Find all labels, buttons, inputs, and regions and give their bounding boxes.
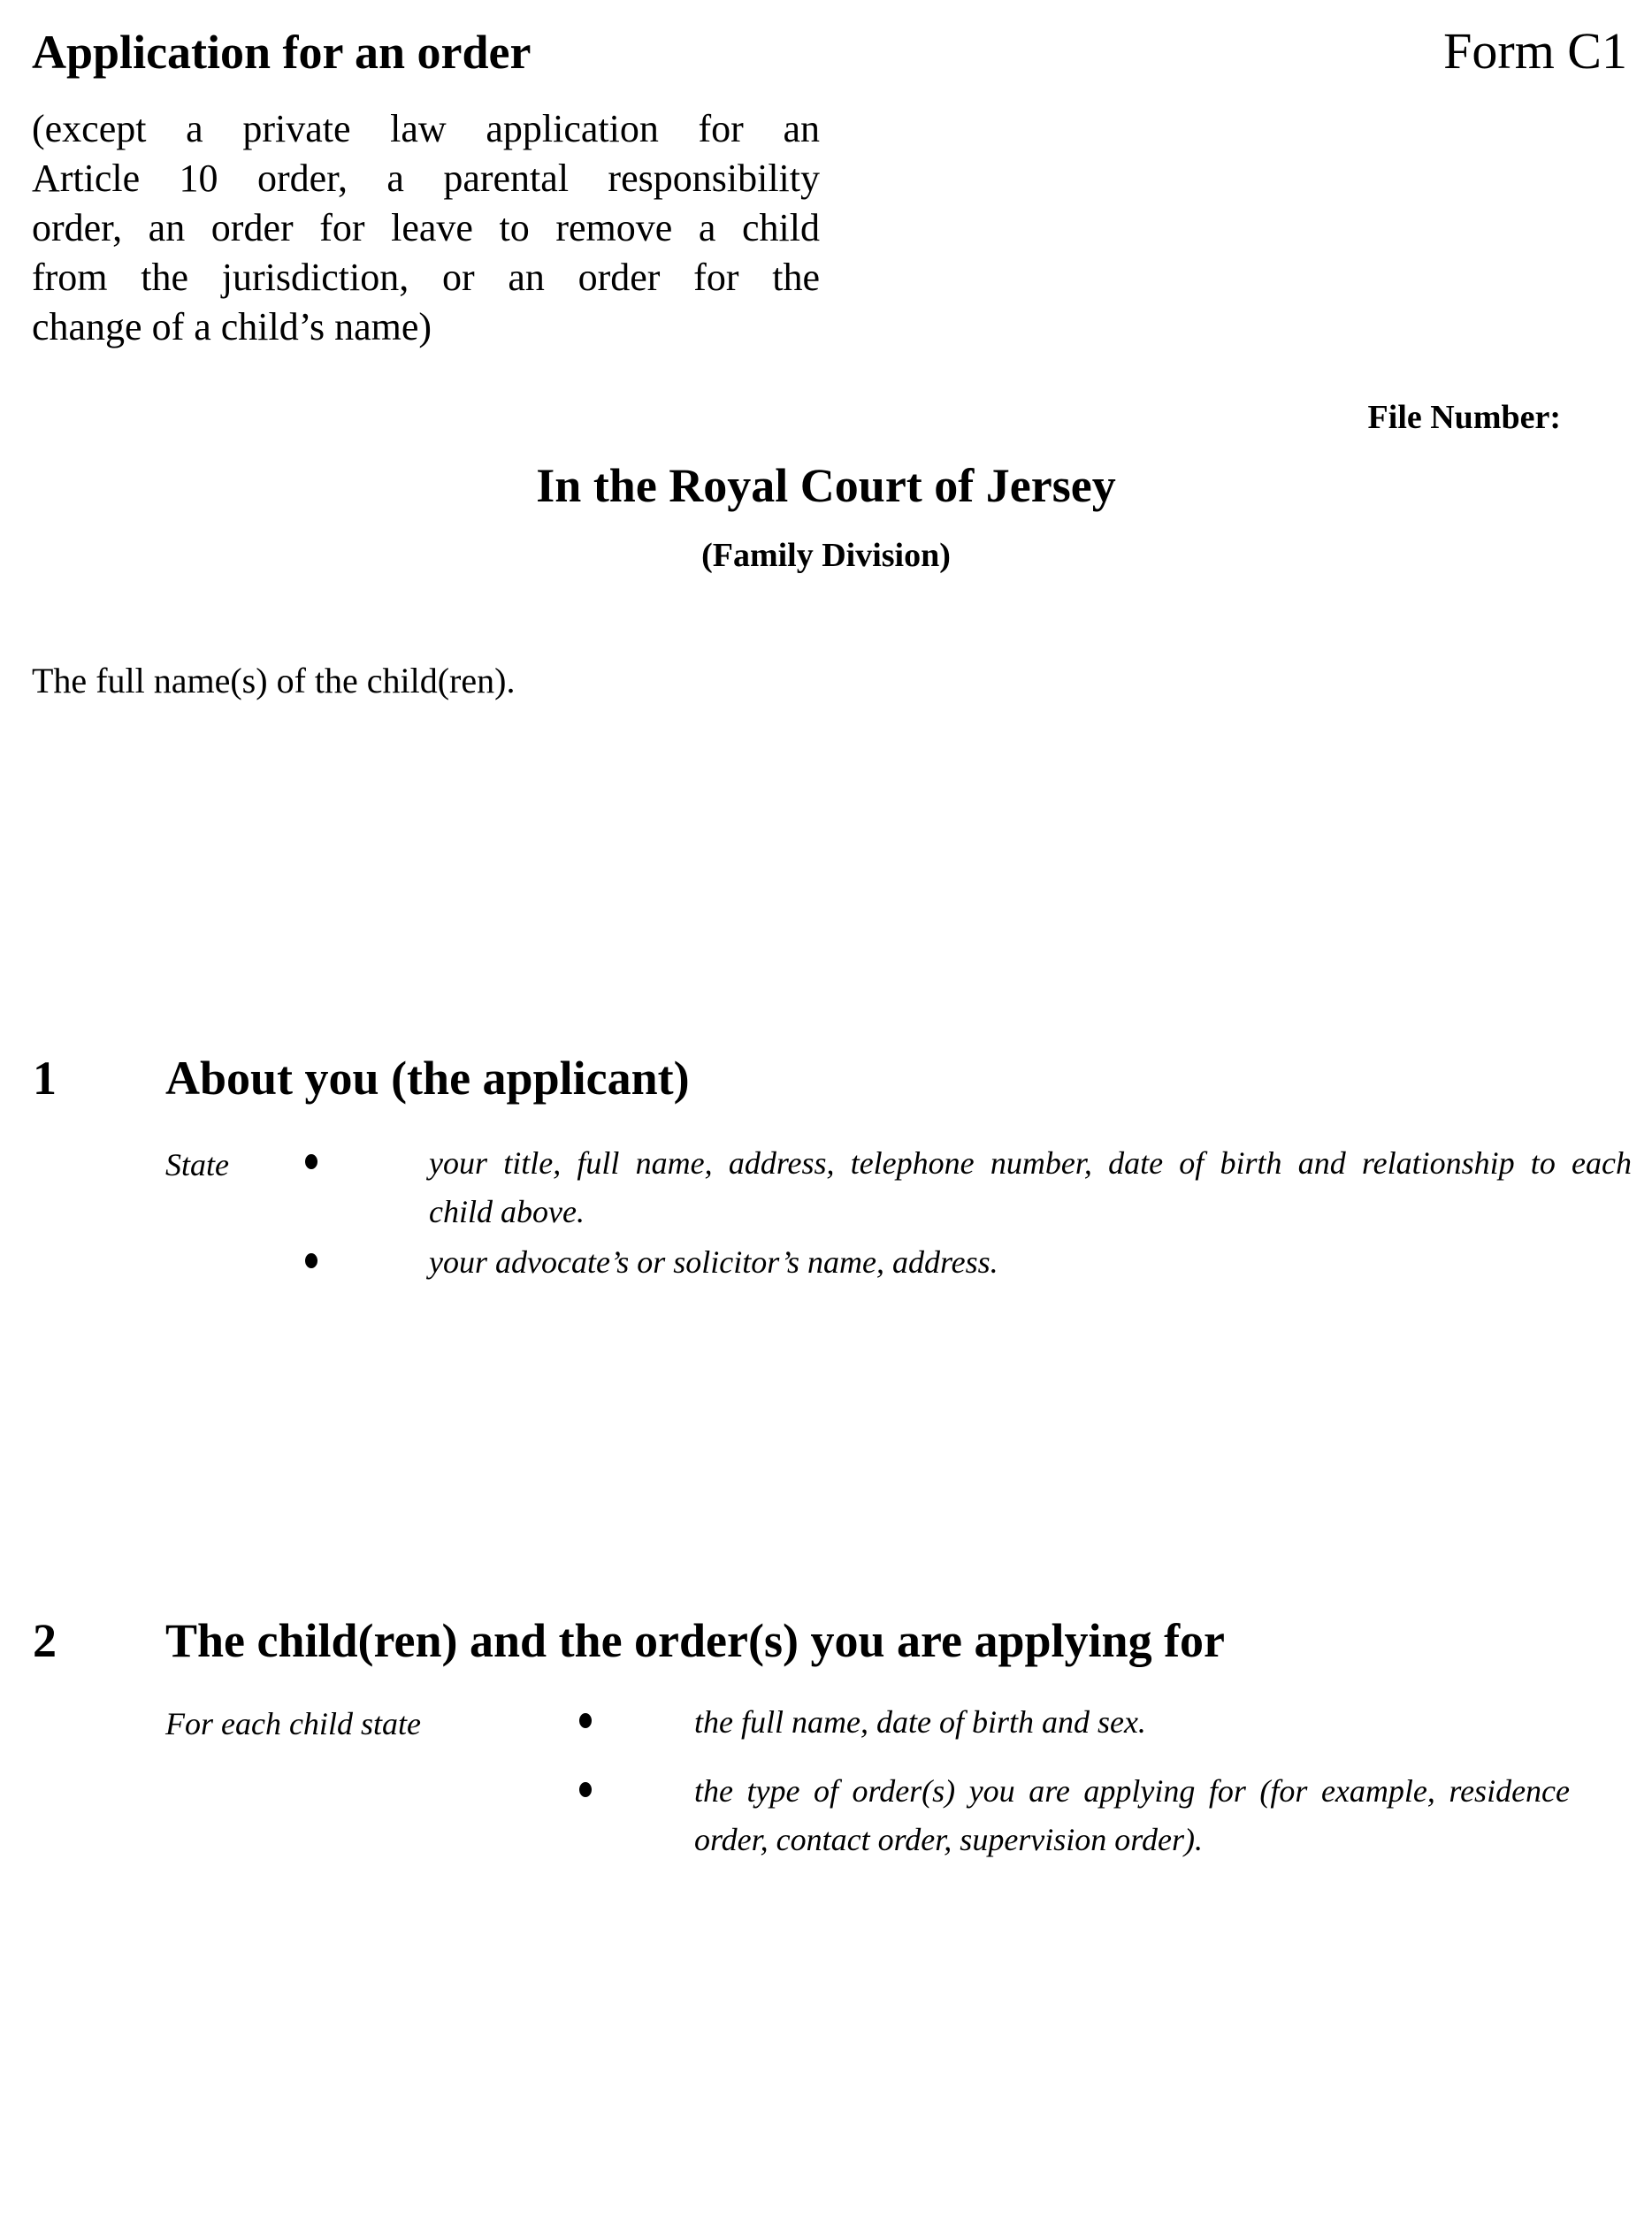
form-code-label: Form C1 xyxy=(1443,22,1627,80)
court-subheading: (Family Division) xyxy=(701,537,951,574)
section-1-heading-row xyxy=(0,1051,1652,1114)
file-number-label: File Number: xyxy=(1367,399,1561,436)
intro-line: Article 10 order, a parental responsibility xyxy=(32,157,820,200)
bullet-icon xyxy=(305,1154,317,1169)
section-1-number: 1 xyxy=(33,1052,57,1105)
section-2-bullet-2-text xyxy=(694,1767,1570,1864)
header xyxy=(32,21,1627,80)
section-2-lead-label: For each child state xyxy=(165,1706,421,1741)
children-names-label: The full name(s) of the child(ren). xyxy=(32,661,516,700)
section-2-heading-row xyxy=(0,1613,1652,1677)
section-1-lead-label: State xyxy=(165,1147,229,1182)
bullet-text-line: the full name, date of birth and sex. xyxy=(694,1704,1146,1740)
bullet-text-line: the type of order(s) you are applying for (for example, residence xyxy=(694,1773,1570,1809)
section-2-title: The child(ren) and the order(s) you are applying for xyxy=(165,1614,1226,1667)
intro-line: (except a private law application for an xyxy=(32,107,820,150)
bullet-text-line: child above. xyxy=(429,1194,585,1229)
bullet-text-line: your advocate’s or solicitor’s name, address. xyxy=(429,1244,998,1280)
bullet-icon xyxy=(579,1713,592,1728)
bullet-text-line: your title, full name, address, telephone number, date of birth and relationship to each xyxy=(429,1145,1632,1181)
bullet-text-line: order, contact order, supervision order). xyxy=(694,1822,1203,1857)
intro-line: order, an order for leave to remove a child xyxy=(32,206,820,249)
court-heading: In the Royal Court of Jersey xyxy=(536,459,1116,512)
bullet-icon xyxy=(305,1253,317,1268)
intro-paragraph xyxy=(32,104,820,352)
document-title: Application for an order xyxy=(32,26,532,79)
intro-line: from the jurisdiction, or an order for the xyxy=(32,256,820,299)
bullet-icon xyxy=(579,1782,592,1797)
section-2-number: 2 xyxy=(33,1614,57,1667)
section-1-bullet-1-text xyxy=(429,1139,1632,1236)
section-2-bullet-1-text xyxy=(694,1698,1570,1747)
intro-line: change of a child’s name) xyxy=(32,305,432,348)
section-1-bullet-2-text xyxy=(429,1238,1632,1287)
section-1-title: About you (the applicant) xyxy=(165,1052,690,1105)
